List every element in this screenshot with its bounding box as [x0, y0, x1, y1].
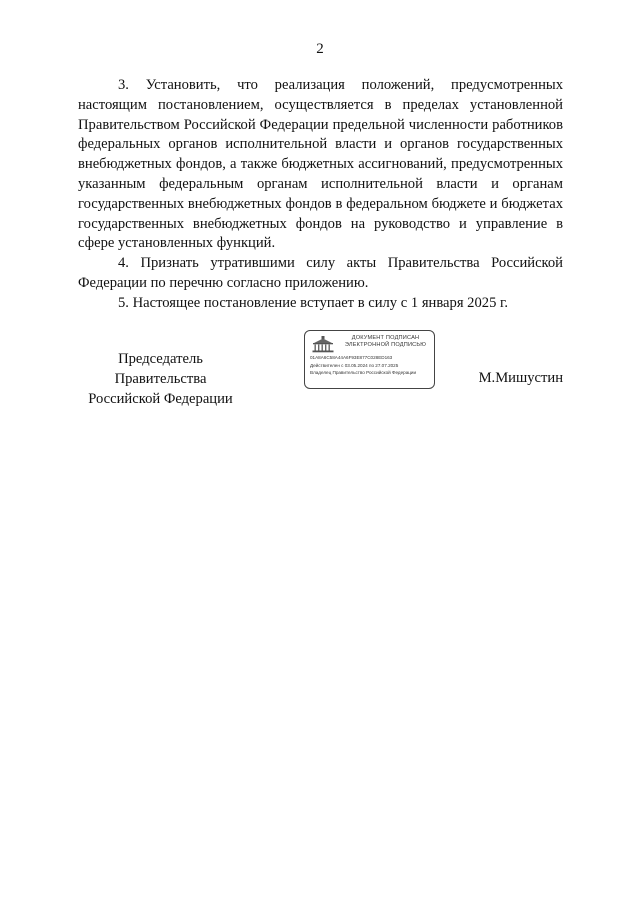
- stamp-validity: Действителен с 03.05.2024 по 27.07.2025: [310, 363, 399, 368]
- stamp-heading-line-1: ДОКУМЕНТ ПОДПИСАН: [351, 335, 420, 341]
- stamp-serial-number: 01A8A6C58A44A6F93E877C028ED163: [310, 355, 393, 360]
- page-number: 2: [316, 41, 324, 57]
- stamp-owner: Владелец Правительство Российской Федерации: [310, 370, 417, 375]
- signer-title: [78, 350, 243, 409]
- signer-title-line-1: Председатель Правительства: [114, 351, 207, 387]
- paragraph-3: 3. Установить, что реализация положений, предусмотренных настоящим постановлением, осуществляется в пределах установленной Правительством Российской Федерации предельной численности работников федеральных органов исполнительной власти и органов государственных внебюджетных фондов, а также бюджетных ассигнований, предусмотренных указанным федеральным органам исполнительной власти и органам государственных внебюджетных фондов в федеральном бюджете и бюджетах государственных внебюджетных фондов на руководство и управление в сфере установленных функций.: [78, 77, 563, 252]
- stamp-heading: [339, 335, 432, 349]
- paragraph-4: 4. Признать утратившими силу акты Правительства Российской Федерации по перечню согласно приложению.: [78, 255, 563, 291]
- document-body: [78, 76, 563, 314]
- signer-name: М.Мишустин: [478, 370, 563, 386]
- government-building-icon: [311, 335, 335, 353]
- stamp-heading-line-2: ЭЛЕКТРОННОЙ ПОДПИСЬЮ: [344, 342, 427, 349]
- paragraph-5: 5. Настоящее постановление вступает в силу с 1 января 2025 г.: [118, 294, 508, 311]
- electronic-signature-stamp: [304, 330, 435, 389]
- signer-title-line-2: Российской Федерации: [88, 390, 233, 407]
